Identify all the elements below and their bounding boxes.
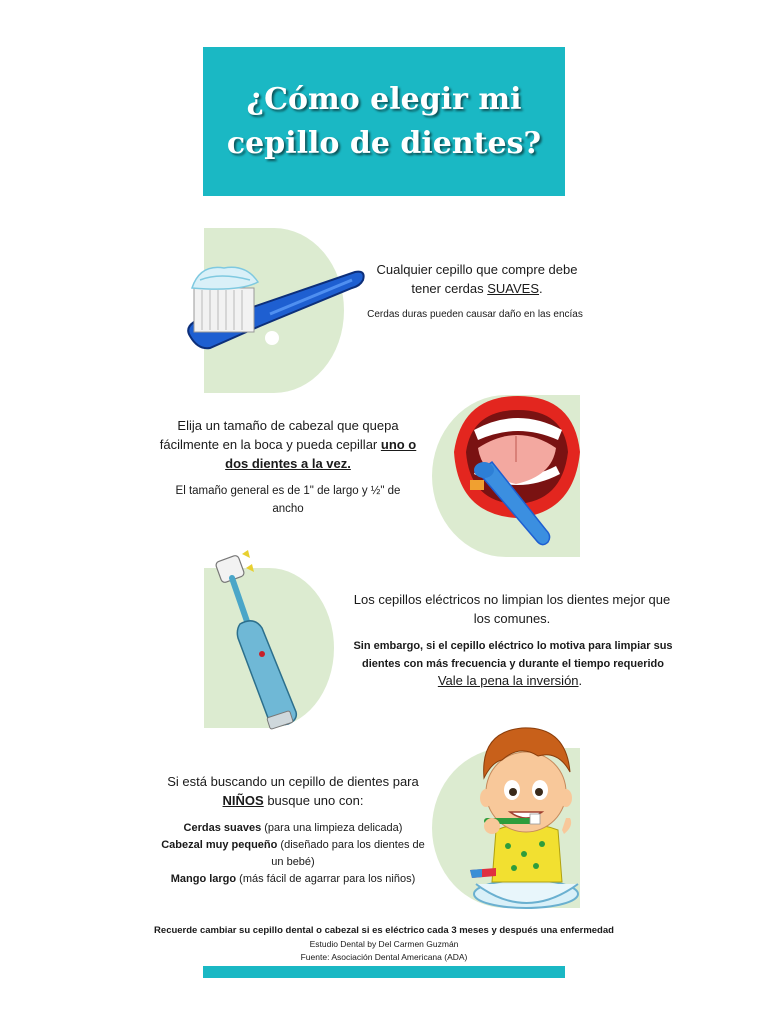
toothbrush-icon: [180, 258, 370, 354]
footer-reminder: Recuerde cambiar su cepillo dental o cabezal si es eléctrico cada 3 meses y después una enfermedad: [154, 925, 614, 936]
title-banner: [203, 47, 565, 196]
section2-emphasis: uno o dos dientes a la vez.: [225, 437, 417, 471]
section1-note: Cerdas duras pueden causar daño en las encías: [367, 309, 583, 320]
section3-conclusion-emphasis: Vale la pena la inversión: [437, 673, 579, 688]
title-line-1: ¿Cómo elegir mi: [246, 81, 522, 117]
title-line-2: cepillo de dientes?: [226, 125, 542, 161]
footer-studio: Estudio Dental by Del Carmen Guzmán: [309, 939, 459, 949]
list-item: Cabezal muy pequeño (diseñado para los dientes de un bebé): [161, 839, 425, 868]
bottom-accent-bar: [203, 966, 565, 978]
electric-toothbrush-icon: [210, 544, 310, 734]
section4-intro: Si está buscando un cepillo de dientes para NIÑOS busque uno con:: [167, 774, 419, 808]
section1-main-text: Cualquier cepillo que compre debe tener cerdas SUAVES.: [376, 262, 578, 296]
section4-emphasis: NIÑOS: [222, 793, 264, 808]
section2-note: El tamaño general es de 1" de largo y ½" de ancho: [175, 485, 401, 515]
section2-main-text: Elija un tamaño de cabezal que quepa fácilmente en la boca y pueda cepillar uno o dos dientes a la vez.: [159, 418, 417, 471]
section4-list: [160, 820, 426, 888]
child-brushing-icon: [466, 722, 586, 918]
section3-conclusion: Vale la pena la inversión.: [437, 673, 583, 688]
section3-main-text: Los cepillos eléctricos no limpian los dientes mejor que los comunes.: [353, 592, 671, 626]
footer-source: Fuente: Asociación Dental Americana (ADA): [300, 952, 468, 962]
section1-emphasis: SUAVES: [487, 281, 540, 296]
list-item: Mango largo (más fácil de agarrar para los niños): [170, 873, 416, 885]
section3-bold-note: Sin embargo, si el cepillo eléctrico lo motiva para limpiar sus dientes con más frecuencia y durante el tiempo requerido: [353, 640, 673, 670]
list-item: Cerdas suaves (para una limpieza delicada): [183, 822, 403, 834]
mouth-icon: [448, 392, 583, 552]
